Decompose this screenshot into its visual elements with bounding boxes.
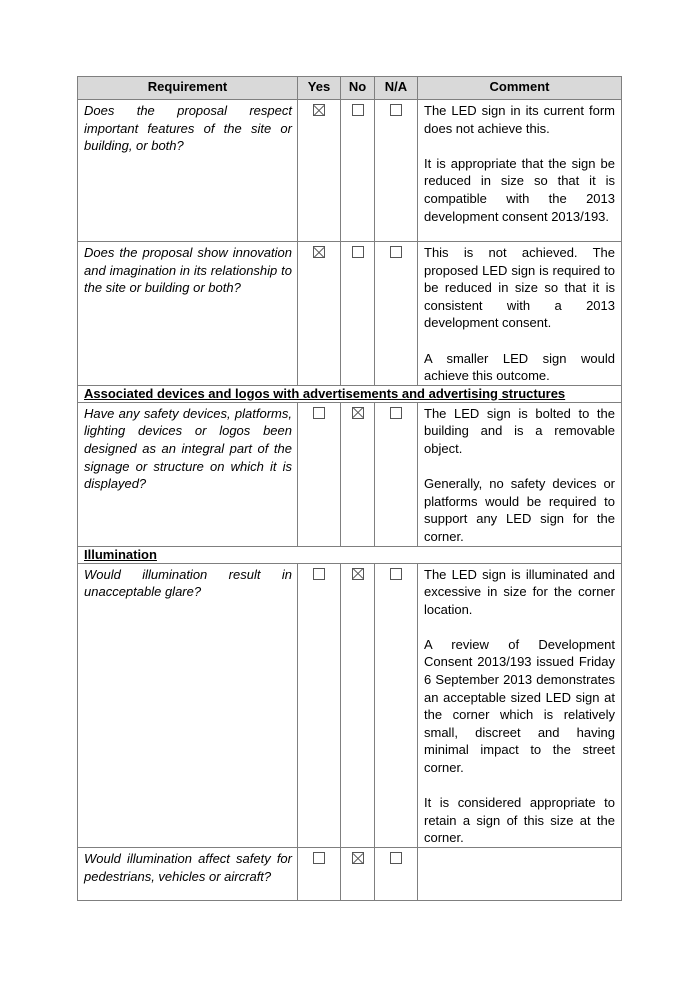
no-checkbox[interactable] [352, 407, 364, 419]
header-na: N/A [375, 77, 418, 100]
header-comment: Comment [418, 77, 622, 100]
table-row [78, 100, 622, 242]
na-checkbox[interactable] [390, 407, 402, 419]
yes-checkbox[interactable] [313, 568, 325, 580]
section-header-row [78, 385, 622, 402]
header-no: No [341, 77, 375, 100]
requirement-cell: Have any safety devices, platforms, lighting devices or logos been designed as an integral part of the signage or structure on which it is displayed? [78, 402, 298, 546]
comment-paragraph: The LED sign in its current form does not achieve this. [424, 103, 615, 136]
comment-cell [418, 402, 622, 546]
section-title: Illumination [78, 546, 622, 563]
requirement-cell: Would illumination result in unacceptable glare? [78, 563, 298, 848]
yes-checkbox[interactable] [313, 104, 325, 116]
requirement-cell: Would illumination affect safety for pedestrians, vehicles or aircraft? [78, 848, 298, 901]
comment-paragraph: This is not achieved. The proposed LED sign is required to be reduced in size so that it is consistent with a 2013 development consent. [424, 245, 615, 331]
assessment-table [77, 76, 622, 901]
header-yes: Yes [298, 77, 341, 100]
comment-paragraph: It is appropriate that the sign be reduced in size so that it is compatible with the 2013 development consent 2013/193. [424, 155, 615, 224]
yes-checkbox[interactable] [313, 852, 325, 864]
table-row [78, 563, 622, 848]
table-row [78, 242, 622, 386]
comment-paragraph: The LED sign is illuminated and excessive in size for the corner location. [424, 566, 615, 617]
comment-paragraph: It is considered appropriate to retain a sign of this size at the corner. [424, 795, 615, 846]
no-checkbox[interactable] [352, 246, 364, 258]
header-row [78, 77, 622, 100]
table-row [78, 848, 622, 901]
comment-paragraph: A review of Development Consent 2013/193 issued Friday 6 September 2013 demonstrates an acceptable sized LED sign at the corner which is relatively small, discreet and having minimal impact to the street corner. [424, 636, 615, 776]
yes-checkbox[interactable] [313, 407, 325, 419]
header-requirement: Requirement [78, 77, 298, 100]
table-row [78, 402, 622, 546]
comment-paragraph: The LED sign is bolted to the building and is a removable object. [424, 405, 615, 456]
requirement-cell: Does the proposal respect important features of the site or building, or both? [78, 100, 298, 242]
na-checkbox[interactable] [390, 246, 402, 258]
no-checkbox[interactable] [352, 568, 364, 580]
section-title: Associated devices and logos with advertisements and advertising structures [78, 385, 622, 402]
na-checkbox[interactable] [390, 104, 402, 116]
no-checkbox[interactable] [352, 852, 364, 864]
na-checkbox[interactable] [390, 568, 402, 580]
comment-paragraph: Generally, no safety devices or platforms would be required to support any LED sign for the corner. [424, 476, 615, 544]
section-header-row [78, 546, 622, 563]
yes-checkbox[interactable] [313, 246, 325, 258]
no-checkbox[interactable] [352, 104, 364, 116]
comment-cell [418, 563, 622, 848]
requirement-cell: Does the proposal show innovation and imagination in its relationship to the site or building or both? [78, 242, 298, 386]
comment-cell [418, 848, 622, 901]
comment-cell [418, 100, 622, 242]
na-checkbox[interactable] [390, 852, 402, 864]
comment-paragraph: A smaller LED sign would achieve this outcome. [424, 350, 615, 384]
comment-cell [418, 242, 622, 386]
